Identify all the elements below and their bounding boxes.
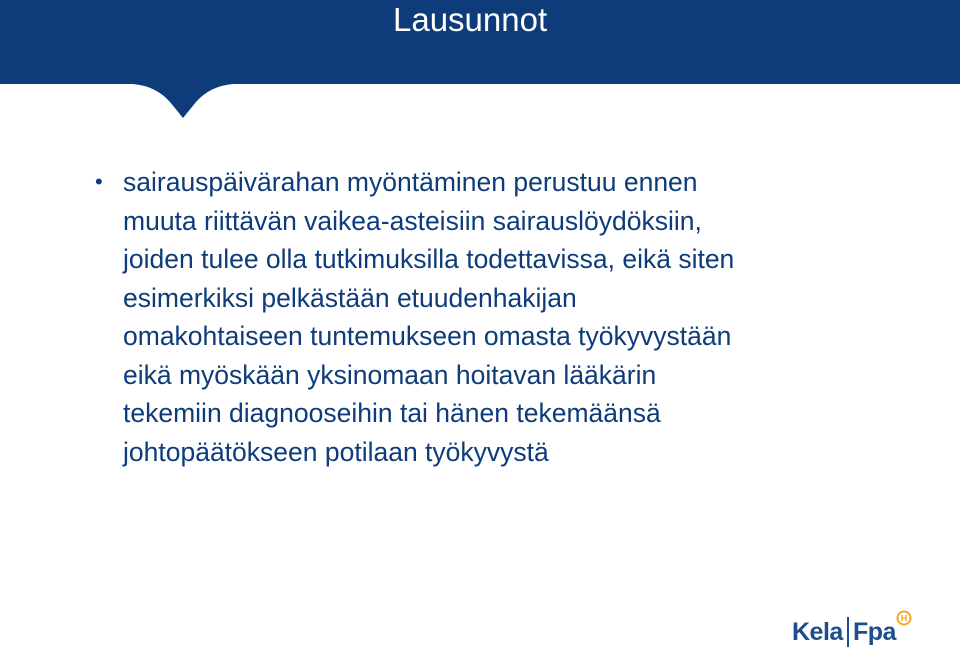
logo-text-kela: Kela — [792, 618, 843, 646]
logo-badge-icon — [896, 610, 912, 626]
slide-title: Lausunnot — [393, 1, 548, 38]
logo-badge-letter: H — [900, 613, 908, 624]
content-area — [95, 163, 885, 471]
bullet-icon: • — [95, 169, 103, 194]
logo-text-fpa: Fpa — [853, 618, 896, 646]
logo-divider — [847, 617, 849, 647]
kela-fpa-logo — [792, 608, 922, 648]
bullet-item — [95, 163, 885, 471]
bullet-text: sairauspäivärahan myöntäminen perustuu ennen muuta riittävän vaikea-asteisiin sairauslöydöksiin, joiden tulee olla tutkimuksilla todettavissa, eikä siten esimerkiksi pelkästään etuudenhakijan omakohtaiseen tuntemukseen omasta työkyvystään eikä myöskään yksinomaan hoitavan lääkärin tekemiin diagnooseihin tai hänen tekemäänsä johtopäätökseen potilaan työkyvystä — [123, 167, 735, 467]
